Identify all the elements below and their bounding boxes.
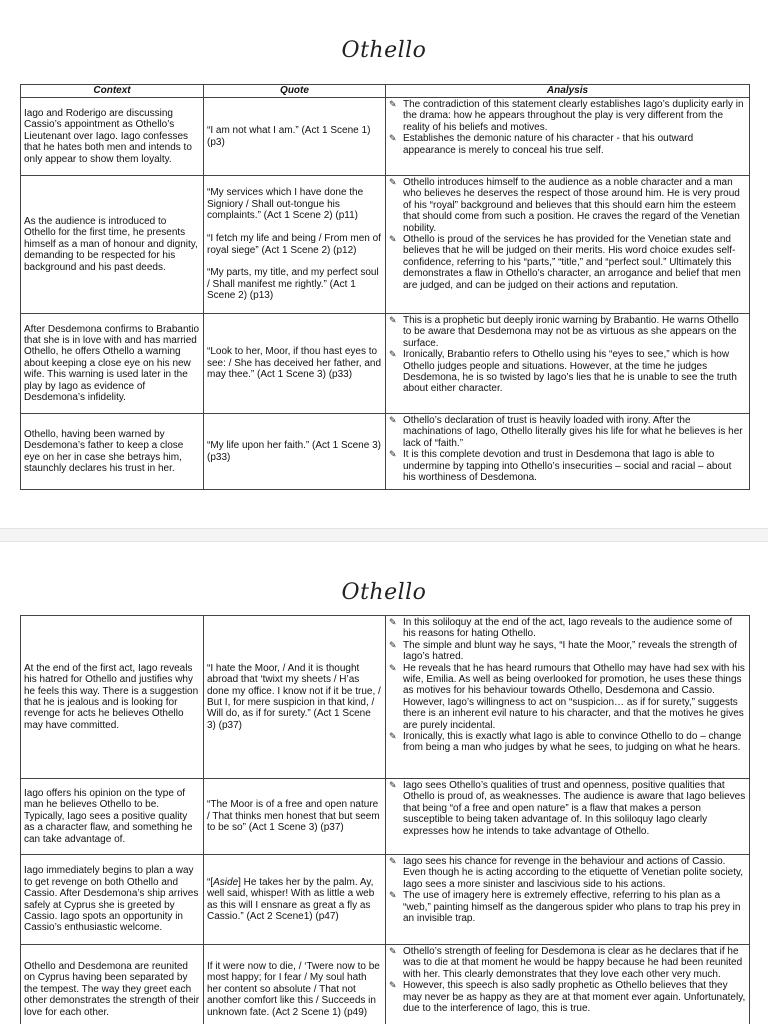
- quill-bullet-icon: ✎: [389, 617, 397, 627]
- quill-bullet-icon: ✎: [389, 177, 397, 187]
- table-header-row: [21, 85, 750, 98]
- header-context: Context: [21, 85, 204, 98]
- analysis-cell: ✎ This is a prophetic but deeply ironic warning by Brabantio. He warns Othello to be aware that Desdemona may not be as virtuous as she appears on the surface. ✎ Ironically, Brabantio refers to Othello using his “eyes to see,” which is how Othello judges people and situations. However, at the time he judges Desdemona, he is so twisted by Iago’s lies that he is unable to see the truth about either character.: [386, 314, 750, 414]
- quote-cell: “I am not what I am.” (Act 1 Scene 1)(p3): [204, 98, 386, 176]
- header-analysis: Analysis: [386, 85, 750, 98]
- quill-bullet-icon: ✎: [389, 315, 397, 325]
- context-cell: Othello, having been warned by Desdemona’s father to keep a close eye on her in case she betrays him, staunchly declares his trust in her.: [21, 414, 204, 490]
- analysis-table: [20, 615, 750, 1024]
- quill-bullet-icon: ✎: [389, 415, 397, 425]
- context-cell: After Desdemona confirms to Brabantio that she is in love with and has married Othello, he offers Othello a warning about keeping a close eye on his new wife. This warning is used later in the play by Iago as evidence of Desdemona’s infidelity.: [21, 314, 204, 414]
- quote-cell: If it were now to die, / ‘Twere now to be most happy; for I fear / My soul hath her content so absolute / That not another comfort like this / Succeeds in unknown fate. (Act 2 Scene 1) (p49): [204, 945, 386, 1024]
- context-cell: Othello and Desdemona are reunited on Cyprus having been separated by the tempest. The way they greet each other demonstrates the strength of their love for each other.: [21, 945, 204, 1024]
- quote-cell: “My life upon her faith.” (Act 1 Scene 3) (p33): [204, 414, 386, 490]
- table-row: [21, 779, 750, 855]
- analysis-cell: ✎ Othello introduces himself to the audience as a noble character and a man who believes he deserves the respect of those around him. He is very proud of his “royal” background and believes that this should earn him the esteem that should come from such a position. He craves the regard of the Venetian nobility. ✎ Othello is proud of the services he has provided for the Venetian state and believes that he will be judged on their merits. His word choice exudes self-confidence, referring to his “parts,” “title,” and “perfect soul.” Ultimately this demonstrates a flaw in Othello’s character, an arrogance and belief that men are judged, and can be judged on their actions and reputation.: [386, 176, 750, 314]
- table-row: [21, 176, 750, 314]
- table-row: [21, 98, 750, 176]
- table-row: [21, 855, 750, 945]
- quill-bullet-icon: ✎: [389, 980, 397, 991]
- page-title: Othello: [341, 38, 427, 63]
- quote-cell: “The Moor is of a free and open nature / That thinks men honest that but seem to be so” (Act 1 Scene 3) (p37): [204, 779, 386, 855]
- aside-direction: Aside: [213, 876, 239, 888]
- quill-bullet-icon: ✎: [389, 349, 397, 360]
- quill-bullet-icon: ✎: [389, 890, 397, 901]
- quill-bullet-icon: ✎: [389, 133, 397, 144]
- quote-cell: “I hate the Moor, / And it is thought abroad that ‘twixt my sheets / H’as done my office. I know not if it be true, / But I, for mere suspicion in that kind, / Will do, as if for surety.” (Act 1 Scene 3) (p37): [204, 616, 386, 779]
- context-cell: As the audience is introduced to Othello for the first time, he presents himself as a man of honour and dignity, demanding to be respected for his background and his past deeds.: [21, 176, 204, 314]
- quill-bullet-icon: ✎: [389, 731, 397, 742]
- analysis-cell: ✎ Othello’s declaration of trust is heavily loaded with irony. After the machinations of Iago, Othello literally gives his life for what he believes is her lack of “faith.” ✎ It is this complete devotion and trust in Desdemona that Iago is able to undermine by tapping into Othello’s insecurities – social and racial – about his worthiness of Desdemona.: [386, 414, 750, 490]
- analysis-cell: ✎ Othello’s strength of feeling for Desdemona is clear as he declares that if he was to die at that moment he would be happy because he had been reunited with her. This clearly demonstrates that they love each other very much. ✎ However, this speech is also sadly prophetic as Othello believes that they may never be as happy as they are at that moment ever again. Unfortunately, due to the interference of Iago, this is true.: [386, 945, 750, 1024]
- quill-bullet-icon: ✎: [389, 639, 397, 650]
- quill-bullet-icon: ✎: [389, 234, 397, 245]
- quote-cell: “My services which I have done the Signiory / Shall out-tongue his complaints.” (Act 1 Scene 2) (p11) “I fetch my life and being / From men of royal siege” (Act 1 Scene 2) (p12) “My parts, my title, and my perfect soul / Shall manifest me rightly.” (Act 1 Scene 2) (p13): [204, 176, 386, 314]
- analysis-cell: ✎ The contradiction of this statement clearly establishes Iago’s duplicity early in the drama: how he appears throughout the play is very different from the reality of his beliefs and motives. ✎ Establishes the demonic nature of his character - that his outward appearance is merely to conceal his true self.: [386, 98, 750, 176]
- analysis-table: [20, 84, 750, 490]
- quill-bullet-icon: ✎: [389, 856, 397, 866]
- page-title: Othello: [341, 580, 427, 605]
- analysis-cell: ✎ In this soliloquy at the end of the act, Iago reveals to the audience some of his reasons for hating Othello. ✎ The simple and blunt way he says, “I hate the Moor,” reveals the strength of Iago’s hatred. ✎ He reveals that he has heard rumours that Othello may have had sex with his wife, Emilia. As well as being overlooked for promotion, he uses these things as motives for his behaviour towards Othello, Desdemona and Cassio. However, Iago’s willingness to act on “suspicion… as if for surety,” suggests there is an inherent evil nature to his character, and that the motives he gives are purely incidental. ✎ Ironically, this is exactly what Iago is able to convince Othello to do – change from being a man who judges by what he sees, to judging on what he hears.: [386, 616, 750, 779]
- analysis-cell: ✎ Iago sees Othello’s qualities of trust and openness, positive qualities that Othello is proud of, as weaknesses. The audience is aware that Iago believes that being “of a free and open nature” is a flaw that makes a person susceptible to being taken advantage of. In this soliloquy Iago clearly expresses how he intends to take advantage of Othello.: [386, 779, 750, 855]
- table-row: [21, 314, 750, 414]
- analysis-cell: ✎ Iago sees his chance for revenge in the behaviour and actions of Cassio. Even though he is acting according to the etiquette of Venetian polite society, Iago sees a more sinister and lascivious side to his actions. ✎ The use of imagery here is extremely effective, referring to his plan as a “web,” painting himself as the dangerous spider who plans to trap his prey in an invisible trap.: [386, 855, 750, 945]
- quote-cell: “Look to her, Moor, if thou hast eyes to see: / She has deceived her father, and may thee.” (Act 1 Scene 3) (p33): [204, 314, 386, 414]
- table-row: [21, 414, 750, 490]
- quill-bullet-icon: ✎: [389, 946, 397, 956]
- context-cell: At the end of the first act, Iago reveals his hatred for Othello and justifies why he feels this way. There is a suggestion that he is jealous and is looking for revenge for acts he believes Othello may have committed.: [21, 616, 204, 779]
- table-row: [21, 945, 750, 1024]
- quote-cell: “[Aside] He takes her by the palm. Ay, well said, whisper! With as little a web as this will I ensnare as great a fly as Cassio.” (Act 2 Scene1) (p47): [204, 855, 386, 945]
- header-quote: Quote: [204, 85, 386, 98]
- context-cell: Iago immediately begins to plan a way to get revenge on both Othello and Cassio. After Desdemona’s ship arrives safely at Cyprus she is greeted by Cassio. Iago spots an opportunity in Cassio’s enthusiastic welcome.: [21, 855, 204, 945]
- quill-bullet-icon: ✎: [389, 662, 397, 673]
- table-row: [21, 616, 750, 779]
- page-2: [0, 540, 768, 1024]
- context-cell: Iago offers his opinion on the type of man he believes Othello to be. Typically, Iago sees a positive quality as a character flaw, and something he can take advantage of.: [21, 779, 204, 855]
- context-cell: Iago and Roderigo are discussing Cassio’s appointment as Othello’s Lieutenant over Iago. Iago confesses that he hates both men and intends to only appear to show them loyalty.: [21, 98, 204, 176]
- quill-bullet-icon: ✎: [389, 449, 397, 460]
- quill-bullet-icon: ✎: [389, 780, 397, 790]
- quill-bullet-icon: ✎: [389, 99, 397, 109]
